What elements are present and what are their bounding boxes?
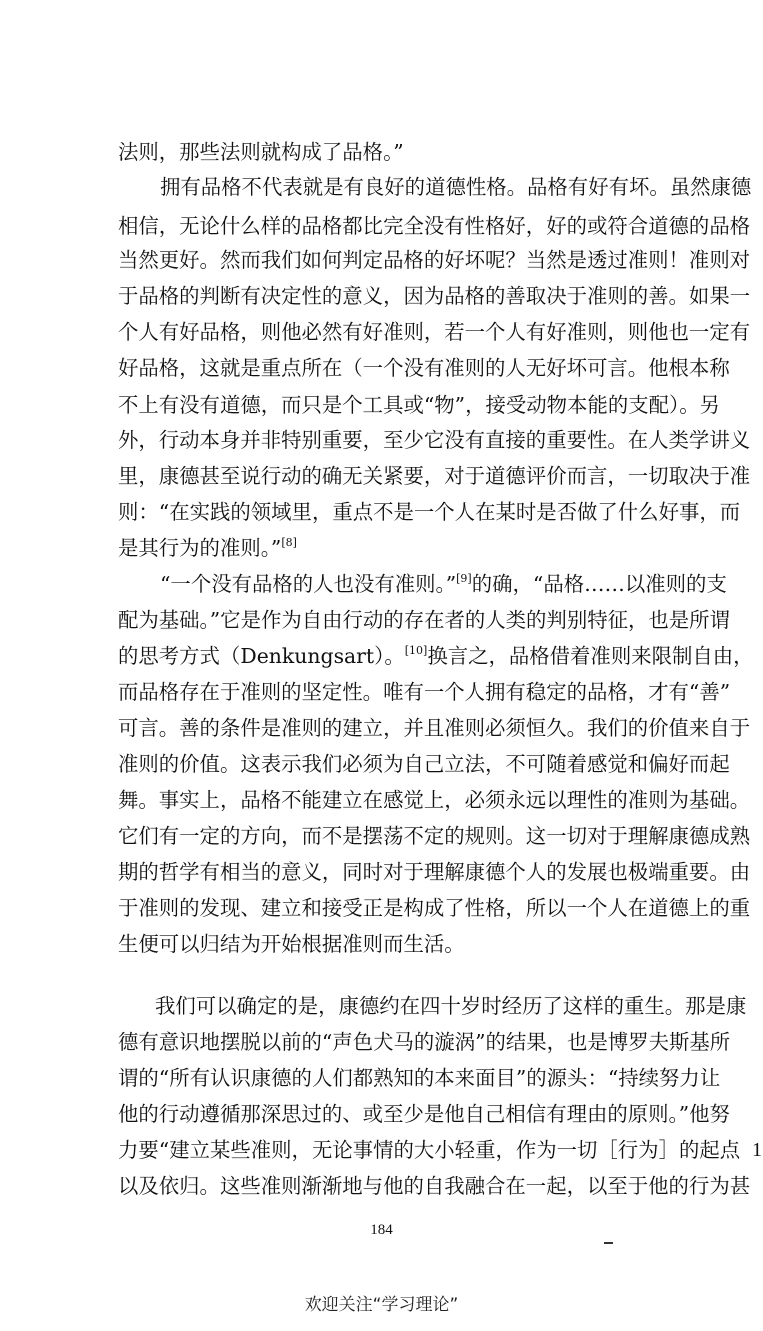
text-line: 生便可以归结为开始根据准则而生活。 (118, 932, 465, 956)
text-span: 的确，“品格……以准则的支 (471, 572, 727, 596)
text-line: 好品格，这就是重点所在（一个没有准则的人无好坏可言。他根本称 (118, 356, 730, 380)
scan-artifact (604, 1242, 613, 1244)
text-line: 外，行动本身并非特别重要，至少它没有直接的重要性。在人类学讲义 (118, 428, 751, 452)
footer-watermark: 欢迎关注“学习理论” (304, 1295, 459, 1315)
text-line: 期的哲学有相当的意义，同时对于理解康德个人的发展也极端重要。由 (118, 860, 751, 884)
margin-mark: 1 (752, 1139, 762, 1161)
text-line: 谓的“所有认识康德的人们都熟知的本来面目”的源头：“持续努力让 (118, 1066, 721, 1090)
text-line: 里，康德甚至说行动的确无关紧要，对于道德评价而言，一切取决于准 (118, 464, 751, 488)
text-line: 力要“建立某些准则，无论事情的大小轻重，作为一切［行为］的起点 (118, 1138, 741, 1162)
text-line: 于品格的判断有决定性的意义，因为品格的善取决于准则的善。如果一 (118, 284, 751, 308)
text-line: 相信，无论什么样的品格都比完全没有性格好，好的或符合道德的品格 (118, 214, 751, 238)
footnote-ref-9: [9] (456, 572, 472, 585)
text-span: “一个没有品格的人也没有准则。” (160, 572, 457, 596)
text-line: 拥有品格不代表就是有良好的道德性格。品格有好有坏。虽然康德 (160, 175, 752, 199)
text-line-with-footnote (160, 568, 763, 600)
footnote-ref-10: [10] (404, 644, 428, 657)
text-line: 配为基础。”它是作为自由行动的存在者的人类的判别特征，也是所谓 (118, 608, 730, 632)
text-span: 是其行为的准则。” (118, 536, 282, 560)
text-line: 于准则的发现、建立和接受正是构成了性格，所以一个人在道德上的重 (118, 896, 751, 920)
text-span: 换言之，品格借着准则来限制自由， (427, 644, 754, 668)
text-line: 法则，那些法则就构成了品格。” (118, 140, 404, 164)
footnote-ref-8: [8] (281, 536, 297, 549)
text-line: 个人有好品格，则他必然有好准则，若一个人有好准则，则他也一定有 (118, 320, 751, 344)
text-line-with-footnote (118, 640, 754, 672)
text-line: 则：“在实践的领域里，重点不是一个人在某时是否做了什么好事，而 (118, 500, 741, 524)
page-number: 184 (370, 1222, 393, 1238)
text-line: 不上有没有道德，而只是个工具或“物”，接受动物本能的支配）。另 (118, 393, 720, 417)
text-line: 我们可以确定的是，康德约在四十岁时经历了这样的重生。那是康 (155, 994, 747, 1018)
text-line: 他的行动遵循那深思过的、或至少是他自己相信有理由的原则。”他努 (118, 1102, 730, 1126)
text-line: 舞。事实上，品格不能建立在感觉上，必须永远以理性的准则为基础。 (118, 788, 751, 812)
text-line-with-footnote (118, 532, 743, 564)
text-line: 而品格存在于准则的坚定性。唯有一个人拥有稳定的品格，才有“善” (118, 680, 731, 704)
text-line: 它们有一定的方向，而不是摆荡不定的规则。这一切对于理解康德成熟 (118, 824, 751, 848)
text-line: 准则的价值。这表示我们必须为自己立法，不可随着感觉和偏好而起 (118, 752, 730, 776)
text-line: 以及依归。这些准则渐渐地与他的自我融合在一起，以至于他的行为甚 (118, 1174, 751, 1198)
text-span: 的思考方式（Denkungsart）。 (118, 644, 405, 668)
text-line: 德有意识地摆脱以前的“声色犬马的漩涡”的结果，也是博罗夫斯基所 (118, 1030, 731, 1054)
text-line: 当然更好。然而我们如何判定品格的好坏呢？当然是透过准则！准则对 (118, 248, 751, 272)
text-line: 可言。善的条件是准则的建立，并且准则必须恒久。我们的价值来自于 (118, 716, 751, 740)
